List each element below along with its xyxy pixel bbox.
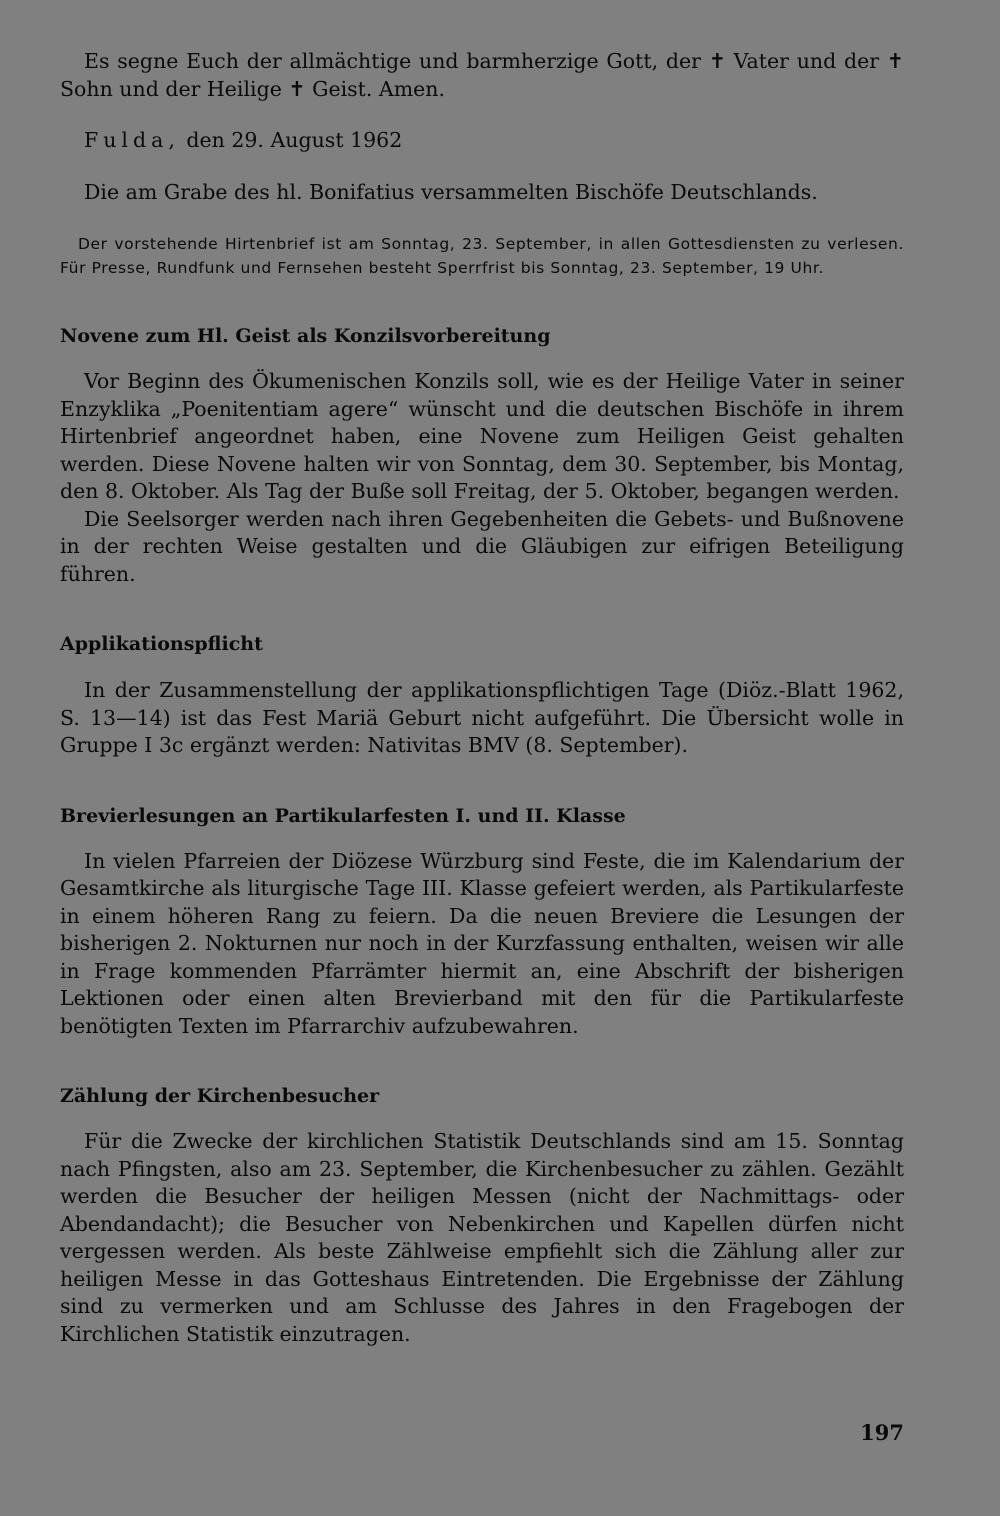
dateline-place: Fulda, [84, 128, 180, 152]
dateline [60, 127, 904, 155]
blessing-paragraph: Es segne Euch der allmächtige und barmherzige Gott, der ✝ Vater und der ✝ Sohn und der Heilige ✝ Geist. Amen. [60, 49, 904, 101]
section-paragraph: Vor Beginn des Ökumenischen Konzils soll, wie es der Heilige Vater in seiner Enzyklika „Poenitentiam agere“ wünscht und die deutschen Bischöfe in ihrem Hirtenbrief angeordnet haben, eine Novene zum Heiligen Geist gehalten werden. Diese Novene halten wir von Sonntag, dem 30. September, bis Montag, den 8. Oktober. Als Tag der Buße soll Freitag, der 5. Oktober, begangen werden. [60, 369, 904, 503]
section-heading: Novene zum Hl. Geist als Konzilsvorbereitung [60, 325, 551, 347]
section-heading: Zählung der Kirchenbesucher [60, 1085, 380, 1107]
section-paragraph: In der Zusammenstellung der applikationspflichtigen Tage (Diöz.-Blatt 1962, S. 13—14) ist das Fest Mariä Geburt nicht aufgeführt. Die Übersicht wolle in Gruppe I 3c ergänzt werden: Nativitas BMV (8. September). [60, 678, 904, 757]
section-heading: Applikationspflicht [60, 633, 263, 655]
section-heading: Brevierlesungen an Partikularfesten I. und II. Klasse [60, 804, 626, 827]
section-paragraph: Die Seelsorger werden nach ihren Gegebenheiten die Gebets- und Bußnovene in der rechten Weise gestalten und die Gläubigen zur eifrigen Beteiligung führen. [60, 506, 904, 586]
dateline-date: den 29. August 1962 [179, 128, 403, 152]
page-number: 197 [860, 1420, 904, 1445]
reading-note: Der vorstehende Hirtenbrief ist am Sonntag, 23. September, in allen Gottesdiensten zu verlesen. Für Presse, Rundfunk und Fernsehen besteht Sperrfrist bis Sonntag, 23. September, 19 Uhr. [60, 235, 904, 277]
section-paragraph: Für die Zwecke der kirchlichen Statistik Deutschlands sind am 15. Sonntag nach Pfingsten, also am 23. September, die Kirchenbesucher zu zählen. Gezählt werden die Besucher der heiligen Messen (nicht der Nachmittags- oder Abendandacht); die Besucher von Nebenkirchen und Kapellen dürfen nicht vergessen werden. Als beste Zählweise empfiehlt sich die Zählung aller zur heiligen Messe in das Gotteshaus Eintretenden. Die Ergebnisse der Zählung sind zu vermerken und am Schlusse des Jahres in den Fragebogen der Kirchlichen Statistik einzutragen. [60, 1129, 904, 1346]
section-paragraph: In vielen Pfarreien der Diözese Würzburg sind Feste, die im Kalendarium der Gesamtkirche als liturgische Tage III. Klasse gefeiert werden, als Partikularfeste in einem höheren Rang zu feiern. Da die neuen Breviere die Lesungen der bisherigen 2. Nokturnen nur noch in der Kurzfassung enthalten, weisen wir alle in Frage kommenden Pfarrämter hiermit an, eine Abschrift der bisherigen Lektionen oder einen alten Brevierband mit den für die Partikularfeste benötigten Texten im Pfarrarchiv aufzubewahren. [60, 848, 904, 1038]
signature-line: Die am Grabe des hl. Bonifatius versammelten Bischöfe Deutschlands. [84, 179, 818, 204]
